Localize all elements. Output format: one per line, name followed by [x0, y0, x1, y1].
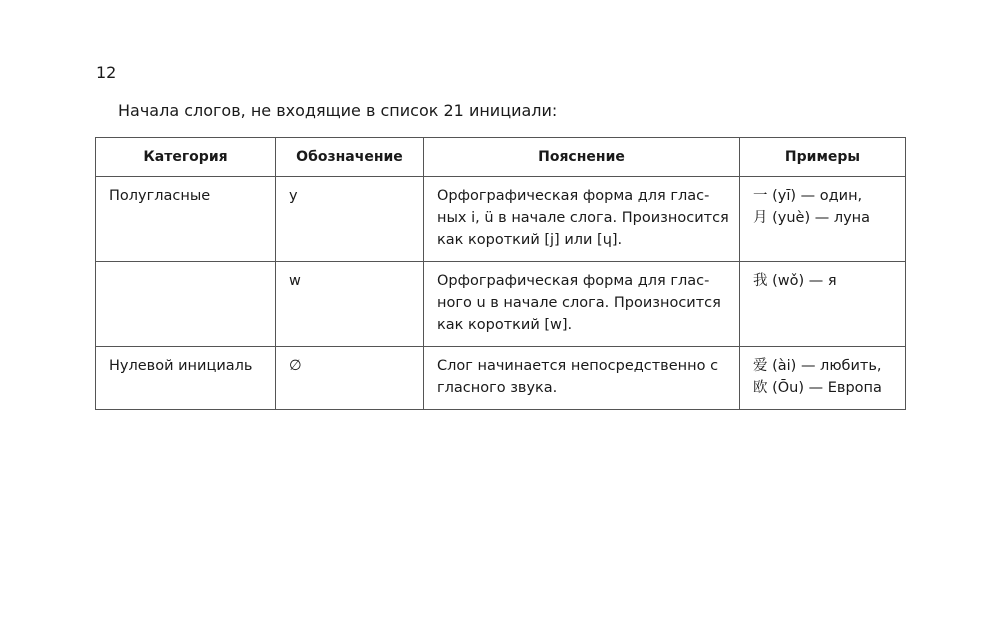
header-symbol: Обозначение [276, 138, 424, 177]
cell-category [96, 347, 276, 410]
symbol-text: y [289, 188, 298, 204]
table-row [96, 262, 906, 347]
explanation-line: гласного звука. [437, 380, 558, 396]
example-line: 月 (yuè) — луна [753, 210, 871, 226]
cell-symbol [276, 262, 424, 347]
symbol-text: ∅ [289, 358, 302, 374]
cell-explanation [424, 177, 740, 262]
category-text: Нулевой инициаль [109, 358, 253, 374]
header-examples: Примеры [740, 138, 906, 177]
header-category: Категория [96, 138, 276, 177]
example-line: 一 (yī) — один, [753, 188, 863, 204]
cell-category [96, 177, 276, 262]
explanation-line: ного u в начале слога. Произносится [437, 295, 721, 311]
cell-explanation [424, 262, 740, 347]
example-line: 我 (wǒ) — я [753, 273, 837, 289]
example-line: 欧 (Ōu) — Европа [753, 380, 882, 396]
cell-symbol [276, 177, 424, 262]
cell-examples [740, 177, 906, 262]
cell-category [96, 262, 276, 347]
explanation-line: ных i, ü в начале слога. Произносится [437, 210, 729, 226]
explanation-line: Орфографическая форма для глас- [437, 273, 710, 289]
table-row [96, 347, 906, 410]
explanation-line: Орфографическая форма для глас- [437, 188, 710, 204]
explanation-line: Слог начинается непосредственно с [437, 358, 719, 374]
example-line: 爱 (ài) — любить, [753, 358, 882, 374]
cell-explanation [424, 347, 740, 410]
category-text: Полугласные [109, 188, 211, 204]
cell-examples [740, 262, 906, 347]
header-explanation: Пояснение [424, 138, 740, 177]
page-number: 12 [96, 63, 117, 82]
cell-examples [740, 347, 906, 410]
cell-symbol [276, 347, 424, 410]
syllable-onsets-table [95, 137, 906, 410]
intro-text: Начала слогов, не входящие в список 21 инициали: [118, 101, 558, 120]
symbol-text: w [289, 273, 301, 289]
table-header-row [96, 138, 906, 177]
explanation-line: как короткий [j] или [ɥ]. [437, 232, 623, 248]
table-row [96, 177, 906, 262]
explanation-line: как короткий [w]. [437, 317, 573, 333]
